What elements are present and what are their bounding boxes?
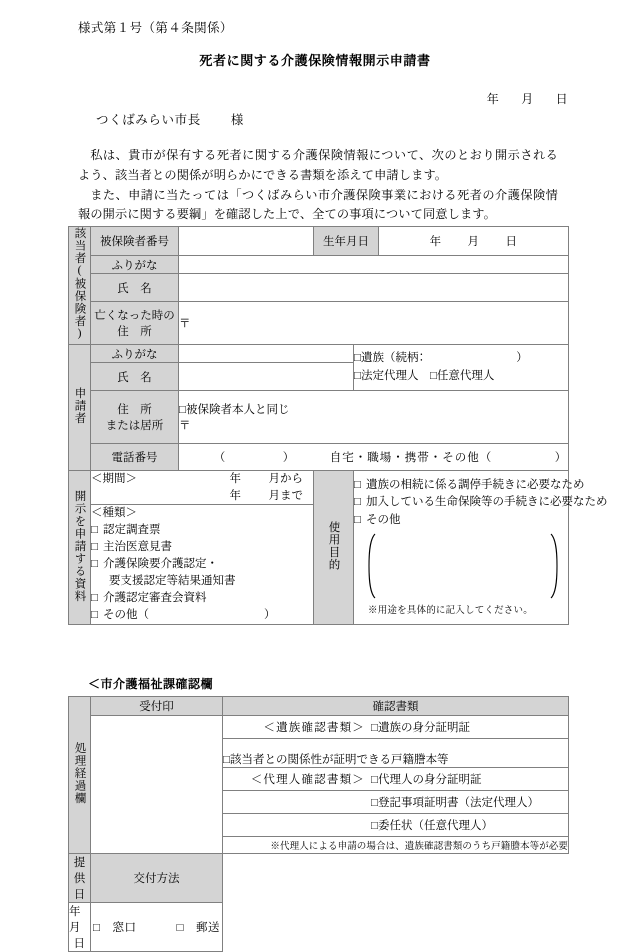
label-birthdate: 生年月日	[314, 227, 379, 256]
field-applicant-furigana[interactable]	[179, 345, 354, 363]
label-provide-date: 提供日	[69, 854, 91, 903]
label-confirm-docs: 確認書類	[223, 697, 569, 716]
doc-group-power-of-attorney[interactable]	[223, 814, 569, 837]
birthdate-year: 年	[429, 236, 442, 248]
label-delivery-method: 交付方法	[91, 854, 223, 903]
subject-section-label	[69, 227, 91, 345]
doc-group-family-register[interactable]	[223, 739, 569, 768]
field-delivery-method[interactable]	[91, 903, 223, 952]
purpose-option-inheritance[interactable]	[354, 477, 585, 494]
doc-checkbox-registry-cert[interactable]: □登記事項証明書（法定代理人）	[371, 797, 539, 809]
checkbox-icon[interactable]: □	[91, 592, 98, 605]
applicant-section-label	[69, 345, 91, 471]
label-applicant-name: 氏 名	[91, 363, 179, 391]
applicant-relationship-options[interactable]	[354, 345, 569, 391]
submission-date	[487, 90, 568, 107]
kind-option-review-board-label: 介護認定審査会資料	[102, 592, 207, 605]
kind-option-other-label: その他（ ）	[102, 609, 276, 622]
purpose-note: ※用途を具体的に記入してください。	[368, 605, 533, 616]
intro-text	[78, 146, 558, 225]
table-row-applicant-address	[69, 391, 569, 444]
office-section-label	[69, 697, 91, 854]
period-to-month: 月まで	[268, 489, 303, 502]
period-from-row[interactable]	[91, 471, 313, 488]
label-applicant-address-line1: 住 所	[117, 404, 152, 416]
kind-option-certification-notice[interactable]	[91, 556, 313, 573]
label-period: ＜期間＞	[91, 473, 137, 485]
checkbox-icon[interactable]: □	[91, 524, 98, 537]
label-subject-furigana: ふりがな	[91, 256, 179, 274]
label-subject-name: 氏 名	[91, 274, 179, 302]
doc-group-registry-cert[interactable]	[223, 791, 569, 814]
field-subject-address[interactable]	[179, 302, 569, 345]
kind-option-survey-sheet[interactable]	[91, 522, 313, 539]
birthdate-month: 月	[467, 236, 480, 248]
doc-group-bereaved-id[interactable]	[223, 716, 569, 739]
doc-checkbox-family-register[interactable]: □該当者との関係性が証明できる戸籍謄本等	[223, 754, 449, 766]
field-birthdate[interactable]	[379, 227, 569, 256]
submission-date-year: 年	[486, 92, 500, 106]
field-applicant-name[interactable]	[179, 363, 354, 391]
table-row-insured-number	[69, 227, 569, 256]
left-brace-icon	[364, 532, 378, 600]
table-row-doc-bereaved-id	[69, 716, 569, 739]
provide-date-month: 月	[69, 922, 81, 934]
office-section-label-text: 処理経過欄	[73, 742, 86, 805]
purpose-section-label	[314, 471, 354, 625]
field-insured-number[interactable]	[179, 227, 314, 256]
checkbox-icon[interactable]: □	[91, 541, 98, 554]
label-applicant-address-line2: または居所	[105, 420, 164, 432]
purpose-option-insurance[interactable]	[354, 494, 608, 511]
table-row-applicant-phone	[69, 444, 569, 471]
right-brace-icon	[548, 532, 562, 600]
doc-checkbox-power-of-attorney[interactable]: □委任状（任意代理人）	[371, 820, 493, 832]
addressee-honorific: 様	[230, 113, 244, 127]
checkbox-icon[interactable]: □	[354, 479, 361, 492]
table-row-subject-furigana	[69, 256, 569, 274]
label-receipt-stamp: 受付印	[91, 697, 223, 716]
submission-date-day: 日	[555, 92, 568, 106]
request-section-label	[69, 471, 91, 625]
kind-option-doctor-opinion-label: 主治医意見書	[102, 541, 172, 554]
applicant-section-label-text: 申請者	[73, 387, 86, 425]
label-subject-address-line1: 亡くなった時の	[94, 310, 175, 322]
doc-checkbox-agent-id[interactable]: □代理人の身分証明証	[371, 774, 482, 786]
field-subject-name[interactable]	[179, 274, 569, 302]
delivery-option-counter[interactable]	[93, 922, 136, 934]
usage-purpose-pane[interactable]	[354, 471, 608, 625]
phone-type-options[interactable]: 自宅・職場・携帯・その他（ ）	[329, 452, 568, 464]
table-row-delivery-values	[69, 903, 569, 952]
submission-date-month: 月	[521, 92, 534, 106]
label-applicant-address	[91, 391, 179, 444]
checkbox-same-as-insured[interactable]: □被保険者本人と同じ	[179, 404, 290, 416]
application-table	[68, 226, 608, 625]
field-disclosure-period[interactable]	[91, 471, 314, 505]
doc-tag-bereaved: ＜遺族確認書類＞	[263, 722, 365, 734]
field-document-kinds[interactable]	[91, 505, 314, 625]
kind-option-doctor-opinion[interactable]	[91, 539, 313, 556]
doc-tag-agent: ＜代理人確認書類＞	[250, 774, 365, 786]
table-row-delivery-headers	[69, 854, 569, 903]
provide-date-day: 日	[73, 938, 86, 950]
period-to-row[interactable]	[91, 488, 313, 505]
table-row-request-period	[69, 471, 569, 505]
kind-option-other[interactable]	[91, 607, 313, 624]
doc-checkbox-bereaved-id[interactable]: □遺族の身分証明証	[371, 722, 470, 734]
office-section-heading: ＜市介護福祉課確認欄	[88, 677, 214, 691]
page-title: 死者に関する介護保険情報開示申請書	[199, 53, 431, 68]
office-footnote: ※代理人による申請の場合は、遺族確認書類のうち戸籍謄本等が必要	[223, 837, 569, 854]
phone-number-parens[interactable]: （ ）	[213, 452, 295, 464]
form-number: 様式第１号（第４条関係）	[78, 21, 233, 35]
table-row-applicant-furigana	[69, 345, 569, 363]
addressee-name: つくばみらい市長	[96, 113, 201, 127]
delivery-option-mail[interactable]	[177, 922, 220, 934]
kind-option-review-board[interactable]	[91, 590, 313, 607]
kind-option-certification-notice-label: 介護保険要介護認定・	[102, 558, 218, 571]
purpose-option-inheritance-label: 遺族の相続に係る調停手続きに必要なため	[365, 479, 585, 492]
field-provide-date[interactable]	[69, 903, 91, 952]
subject-section-label-text: 該当者(被保険者)	[73, 227, 86, 341]
purpose-section-label-text: 使用目的	[327, 521, 340, 572]
label-subject-address	[91, 302, 179, 345]
label-insured-number: 被保険者番号	[91, 227, 179, 256]
doc-group-agent-id[interactable]	[223, 768, 569, 791]
period-to-year: 年	[229, 489, 241, 502]
relationship-option-agents[interactable]: □法定代理人 □任意代理人	[354, 369, 495, 382]
purpose-option-other-label: その他	[365, 513, 401, 526]
label-kinds: ＜種類＞	[91, 507, 137, 520]
birthdate-day: 日	[505, 236, 518, 248]
kind-option-survey-sheet-label: 認定調査票	[102, 524, 161, 537]
checkbox-icon[interactable]: □	[354, 513, 361, 526]
field-applicant-phone[interactable]	[179, 444, 569, 471]
office-processing-table	[68, 696, 569, 952]
request-section-label-text: 開示を申請する資料	[73, 489, 86, 603]
field-receipt-stamp[interactable]	[91, 716, 223, 854]
period-from-month: 月から	[268, 473, 303, 485]
table-row-office-headers	[69, 697, 569, 716]
label-subject-address-line2: 住 所	[117, 326, 152, 338]
delivery-option-mail-label: 郵送	[195, 922, 220, 934]
checkbox-icon[interactable]: □	[176, 922, 184, 934]
intro-paragraph-2: また、申請に当たっては「つくばみらい市介護保険事業における死者の介護保険情報の開示に関する要綱」を確認した上で、全ての事項について同意します。	[78, 187, 558, 222]
applicant-postal-mark-icon: 〒	[179, 420, 191, 432]
label-applicant-furigana: ふりがな	[91, 345, 179, 363]
period-from-year: 年	[229, 473, 241, 485]
table-row-subject-address	[69, 302, 569, 345]
field-subject-furigana[interactable]	[179, 256, 569, 274]
purpose-option-insurance-label: 加入している生命保険等の手続きに必要なため	[365, 496, 608, 509]
checkbox-icon[interactable]: □	[91, 609, 98, 622]
field-applicant-address[interactable]	[179, 391, 569, 444]
checkbox-icon[interactable]: □	[93, 922, 101, 934]
label-applicant-phone: 電話番号	[91, 444, 179, 471]
table-row-subject-name	[69, 274, 569, 302]
checkbox-icon[interactable]: □	[354, 496, 361, 509]
provide-date-year: 年	[69, 906, 81, 918]
checkbox-icon[interactable]: □	[91, 558, 98, 571]
addressee	[96, 110, 244, 128]
postal-mark-icon: 〒	[179, 318, 191, 330]
purpose-option-other[interactable]	[354, 512, 568, 529]
purpose-freetext-area[interactable]	[364, 532, 562, 600]
relationship-option-bereaved[interactable]: □遺族（続柄： ）	[354, 352, 528, 365]
intro-paragraph-1: 私は、貴市が保有する死者に関する介護保険情報について、次のとおり開示されるよう、該当者との関係が明らかにできる書類を添えて申請します。	[78, 148, 558, 182]
kind-option-certification-notice-cont: 要支援認定等結果通知書	[109, 575, 236, 588]
delivery-option-counter-label: 窓口	[112, 922, 137, 934]
